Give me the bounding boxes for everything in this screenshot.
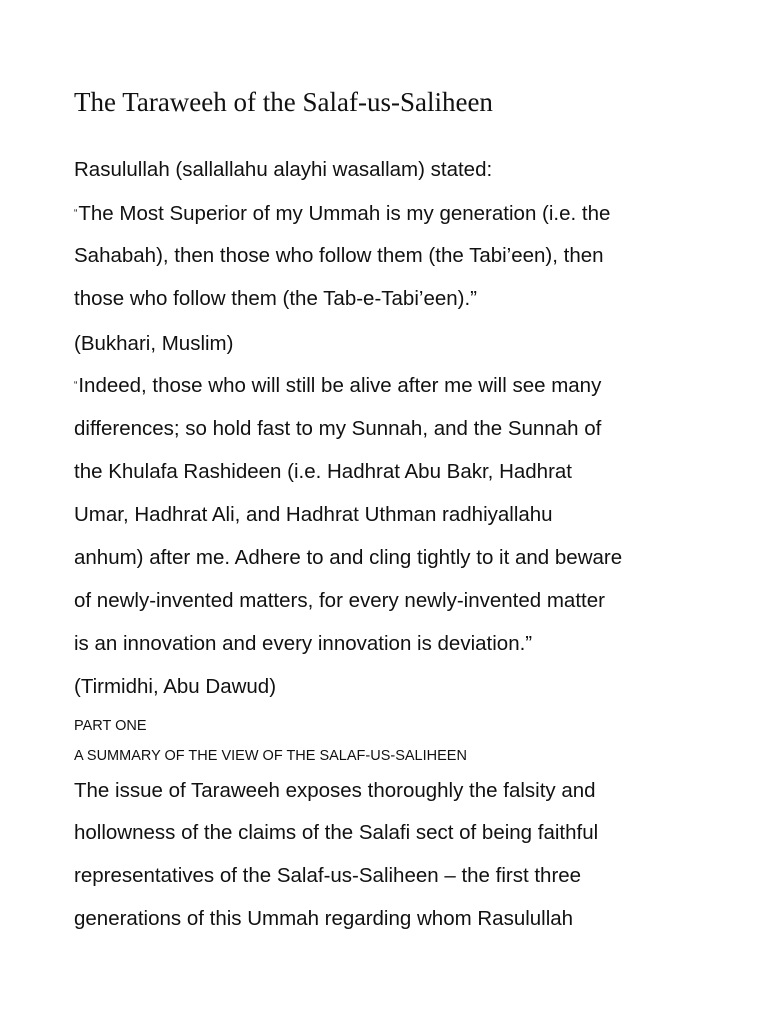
hadith2-line-5: anhum) after me. Adhere to and cling tightly to it and beware: [74, 546, 623, 569]
body-line-4: generations of this Ummah regarding whom Rasulullah: [74, 907, 574, 930]
body-line-3: representatives of the Salaf-us-Saliheen – the first three: [74, 864, 582, 887]
hadith2-line-3: the Khulafa Rashideen (i.e. Hadhrat Abu Bakr, Hadhrat: [74, 460, 573, 483]
opening-quote-mark: “: [74, 380, 78, 391]
hadith2-line-7: is an innovation and every innovation is deviation.”: [74, 632, 533, 655]
hadith1-line-1: “The Most Superior of my Ummah is my generation (i.e. the: [74, 202, 611, 225]
intro-line: Rasulullah (sallallahu alayhi wasallam) stated:: [74, 158, 493, 181]
opening-quote-mark: “: [74, 208, 78, 219]
hadith1-source: (Bukhari, Muslim): [74, 332, 234, 355]
hadith1-line-3: those who follow them (the Tab-e-Tabi’een).”: [74, 287, 477, 310]
hadith2-line-6: of newly-invented matters, for every newly-invented matter: [74, 589, 605, 612]
hadith2-line-4: Umar, Hadhrat Ali, and Hadhrat Uthman radhiyallahu: [74, 503, 553, 526]
hadith2-line-1: “Indeed, those who will still be alive after me will see many: [74, 374, 602, 397]
body-line-2: hollowness of the claims of the Salafi sect of being faithful: [74, 821, 599, 844]
part-label: PART ONE: [74, 718, 147, 734]
hadith2-line-2: differences; so hold fast to my Sunnah, and the Sunnah of: [74, 417, 602, 440]
section-heading: A SUMMARY OF THE VIEW OF THE SALAF-US-SALIHEEN: [74, 748, 467, 764]
document-title: The Taraweeh of the Salaf-us-Saliheen: [74, 87, 493, 117]
body-line-1: The issue of Taraweeh exposes thoroughly the falsity and: [74, 779, 596, 802]
hadith1-line-2: Sahabah), then those who follow them (the Tabi’een), then: [74, 244, 604, 267]
hadith2-source: (Tirmidhi, Abu Dawud): [74, 675, 277, 698]
